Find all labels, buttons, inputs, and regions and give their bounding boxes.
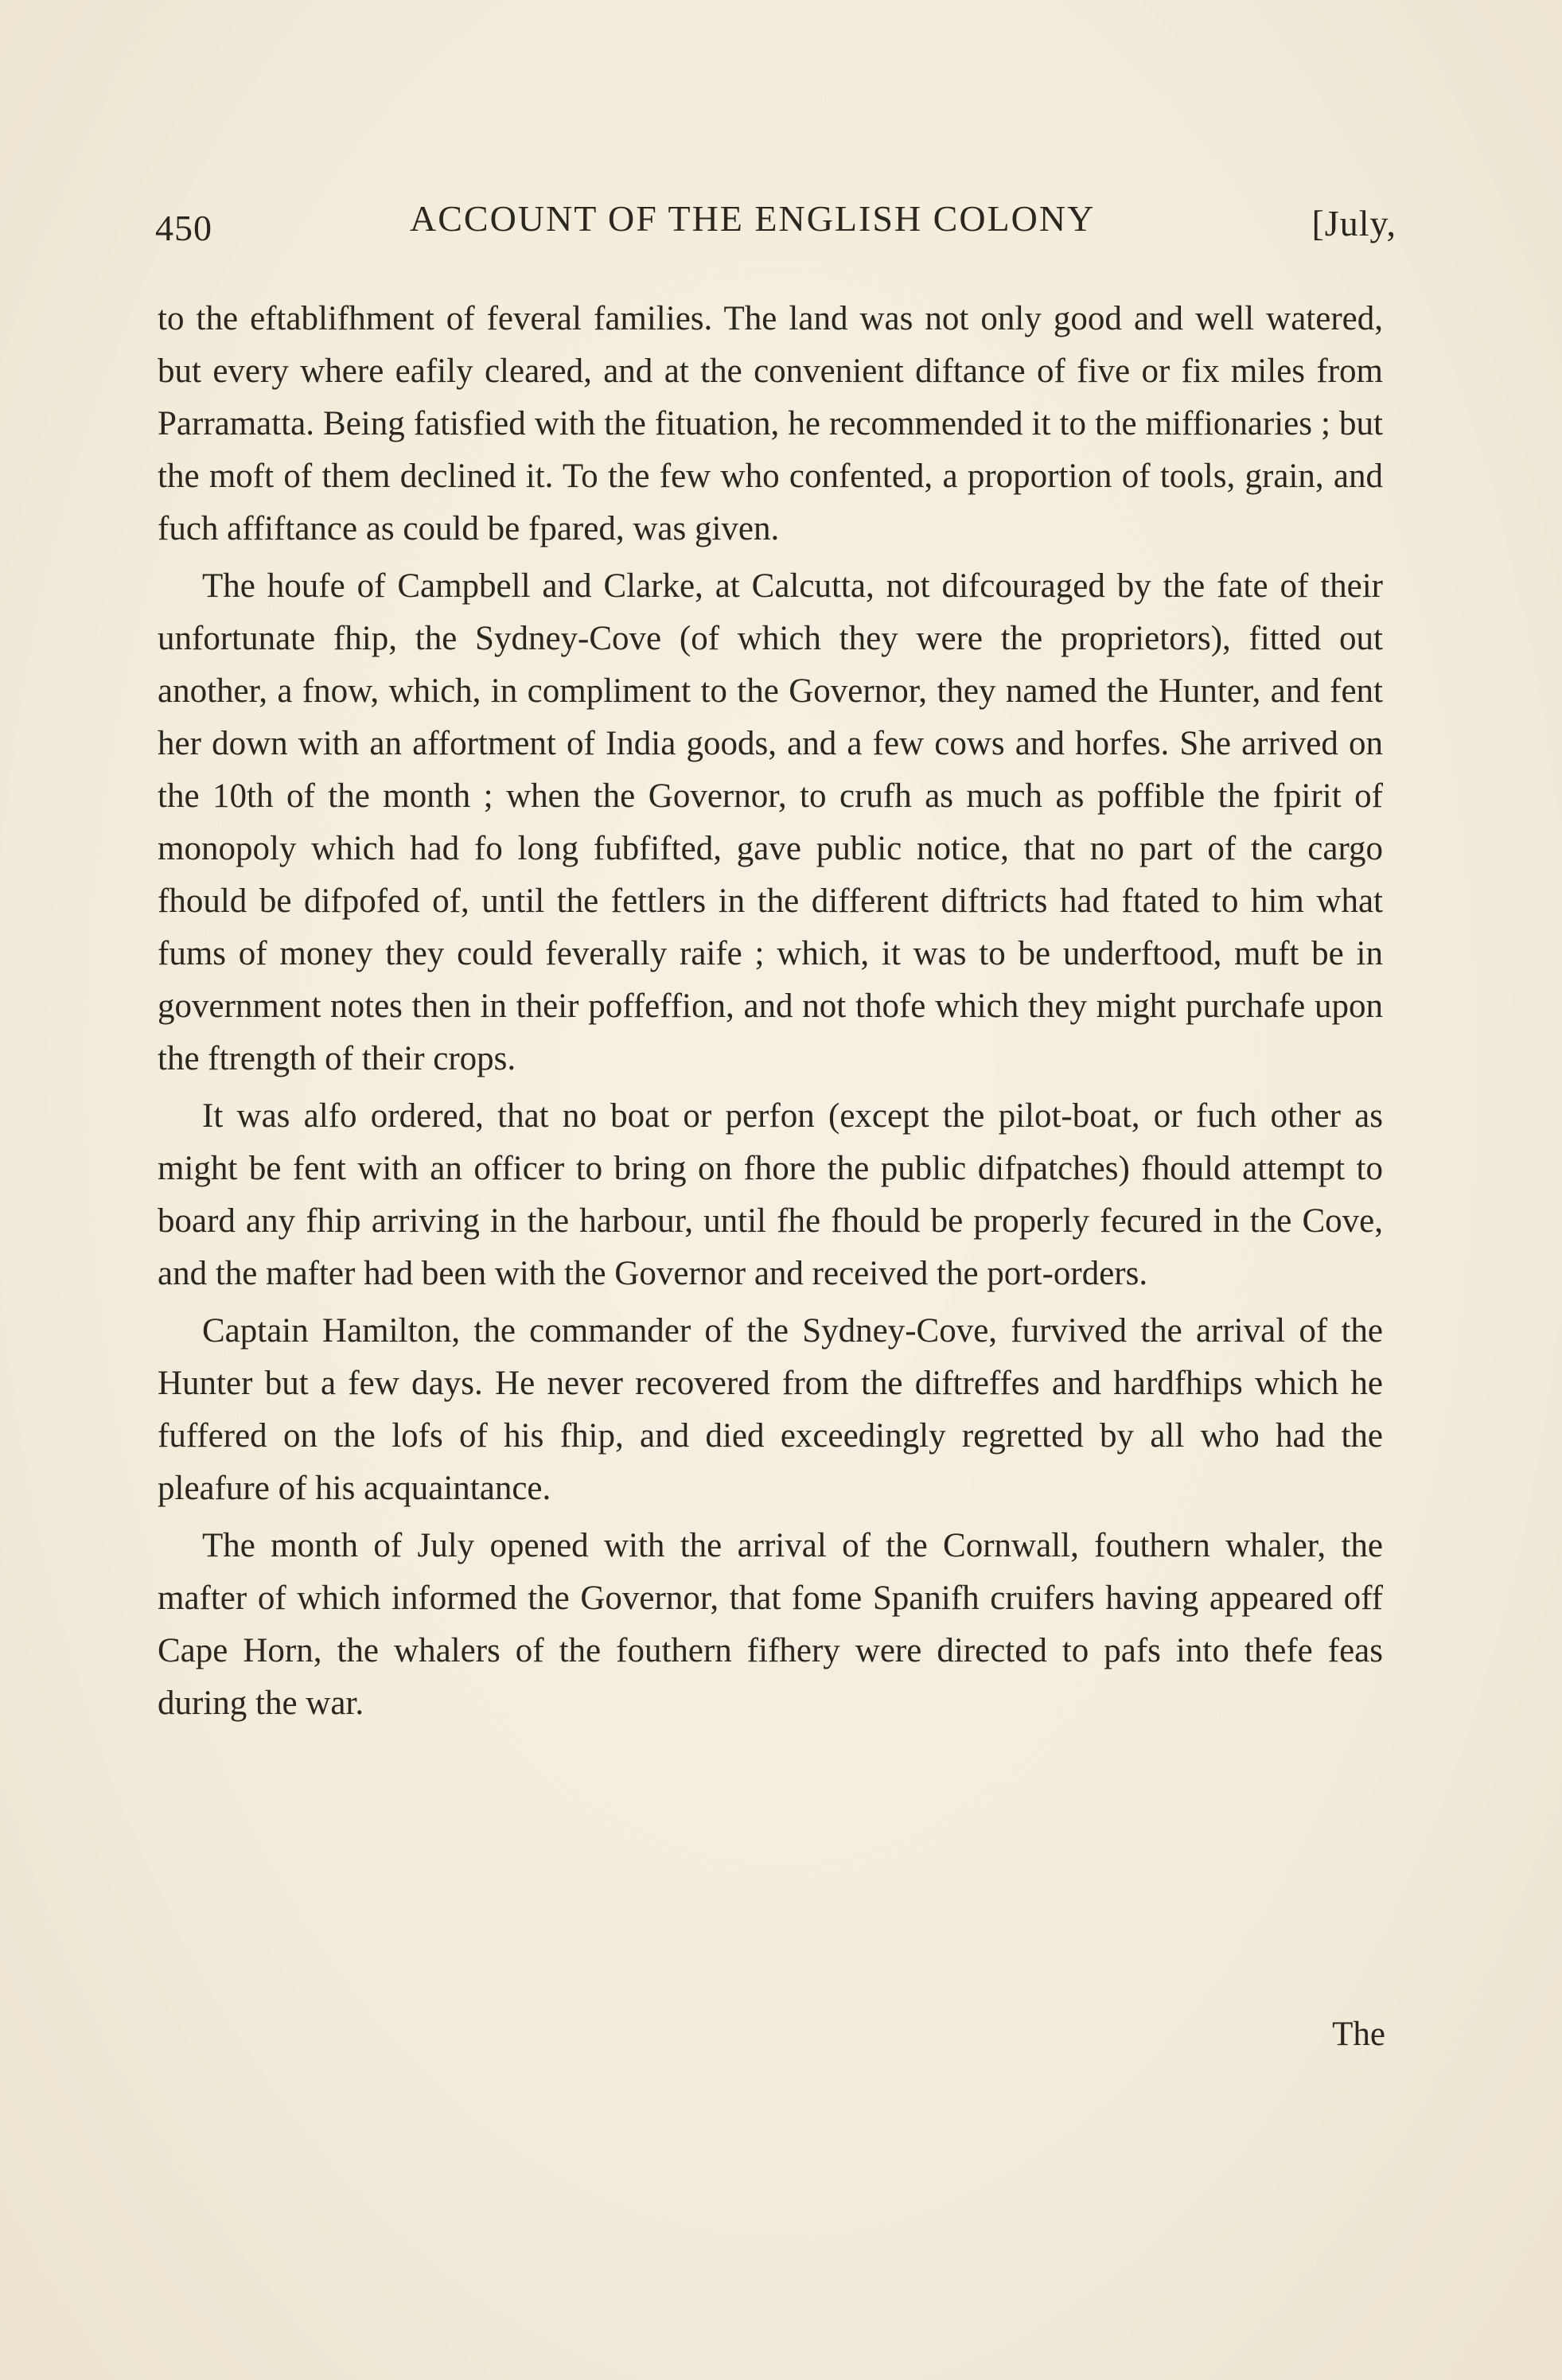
running-title: ACCOUNT OF THE ENGLISH COLONY [410,198,1096,239]
paragraph-1: to the eftablifhment of feveral families. The land was not only good and well watered, but every where eafily cleared, and at the convenient diftance of five or fix miles from Parramatta. Being fatisfied with the fituation, he recommended it to the miffionaries ; but the moft of them declined it. To the few who confented, a proportion of tools, grain, and fuch affiftance as could be fpared, was given. [158,300,1383,547]
paragraph-3: It was alfo ordered, that no boat or perfon (except the pilot-boat, or fuch other as might be fent with an officer to bring on fhore the public difpatches) fhould attempt to board any fhip arriving in the harbour, until fhe fhould be properly fecured in the Cove, and the mafter had been with the Governor and received the port-orders. [158,1097,1383,1292]
running-header [155,197,1396,253]
header-month: [July, [1311,203,1396,243]
catchword: The [1332,2016,1385,2053]
paragraph-4: Captain Hamilton, the commander of the Sydney-Cove, furvived the arrival of the Hunter but a few days. He never recovered from the diftreffes and hardfhips which he fuffered on the lofs of his fhip, and died exceedingly regretted by all who had the pleafure of his acquaintance. [158,1312,1383,1507]
page-number: 450 [155,208,212,248]
page-body [158,293,1383,1730]
paragraph-5: The month of July opened with the arrival of the Cornwall, fouthern whaler, the mafter of which informed the Governor, that fome Spanifh cruifers having appeared off Cape Horn, the whalers of the fouthern fifhery were directed to pafs into thefe feas during the war. [158,1527,1383,1722]
paragraph-2: The houfe of Campbell and Clarke, at Calcutta, not difcouraged by the fate of their unfortunate fhip, the Sydney-Cove (of which they were the proprietors), fitted out another, a fnow, which, in compliment to the Governor, they named the Hunter, and fent her down with an affortment of India goods, and a few cows and horfes. She arrived on the 10th of the month ; when the Governor, to crufh as much as poffible the fpirit of monopoly which had fo long fubfifted, gave public notice, that no part of the cargo fhould be difpofed of, until the fettlers in the different diftricts had ftated to him what fums of money they could feverally raife ; which, it was to be underftood, muft be in government notes then in their poffeffion, and not thofe which they might purchafe upon the ftrength of their crops. [158,567,1383,1077]
